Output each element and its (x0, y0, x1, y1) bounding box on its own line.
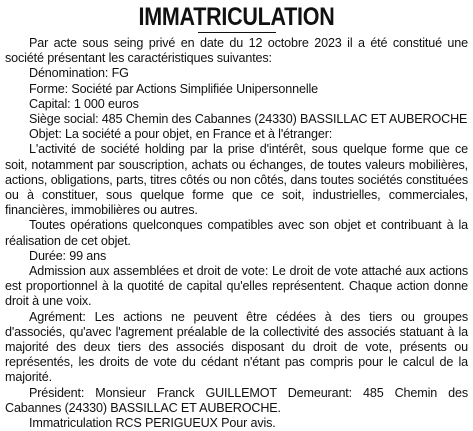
activite-paragraph: L'activité de société holding par la prise d'intérêt, sous quelque forme que ce soit, notamment par souscription, achats ou échanges, de toutes valeurs mobilières, actions, obligations, parts, titres côtés ou non côtés, dans toutes sociétés constituées ou à constituer, sous quelque forme que ce soit, industrielles, commerciales, financières, immobilières ou autres. (5, 142, 468, 218)
objet-field: Objet: La société a pour objet, en France et à l'étranger: (29, 127, 333, 142)
notice-title: IMMATRICULATION (138, 3, 335, 31)
title-underline (198, 32, 276, 33)
agrement-paragraph: Agrément: Les actions ne peuvent être cédées à des tiers ou groupes d'associés, qu'avec l'agrement préalable de la collectivité des associés statuant à la majorité des deux tiers des associés disposant du droit de vote, présents ou représentés, les droits de vote du cédant n'étant pas compris pour le calcul de la majorité. (5, 309, 468, 385)
president-paragraph: Président: Monsieur Franck GUILLEMOT Demeurant: 485 Chemin des Cabannes (24330) BASSILLAC ET AUBEROCHE. (5, 385, 468, 415)
immatriculation-field: Immatriculation RCS PERIGUEUX Pour avis. (29, 416, 276, 431)
siege-field: Siège social: 485 Chemin des Cabannes (24330) BASSILLAC ET AUBEROCHE (29, 112, 468, 127)
intro-paragraph: Par acte sous seing privé en date du 12 octobre 2023 il a été constitué une société présentant les caractéristiques suivantes: (5, 36, 468, 66)
operations-paragraph: Toutes opérations quelconques compatibles avec son objet et contribuant à la réalisation de cet objet. (5, 218, 468, 248)
admission-paragraph: Admission aux assemblées et droit de vote: Le droit de vote attaché aux actions est proportionnel à la quotité de capital qu'elles représentent. Chaque action donne droit à une voix. (5, 264, 468, 309)
forme-field: Forme: Société par Actions Simplifiée Unipersonnelle (29, 81, 318, 96)
duree-field: Durée: 99 ans (29, 248, 107, 263)
capital-field: Capital: 1 000 euros (29, 96, 139, 111)
denomination-field: Dénomination: FG (29, 66, 129, 81)
